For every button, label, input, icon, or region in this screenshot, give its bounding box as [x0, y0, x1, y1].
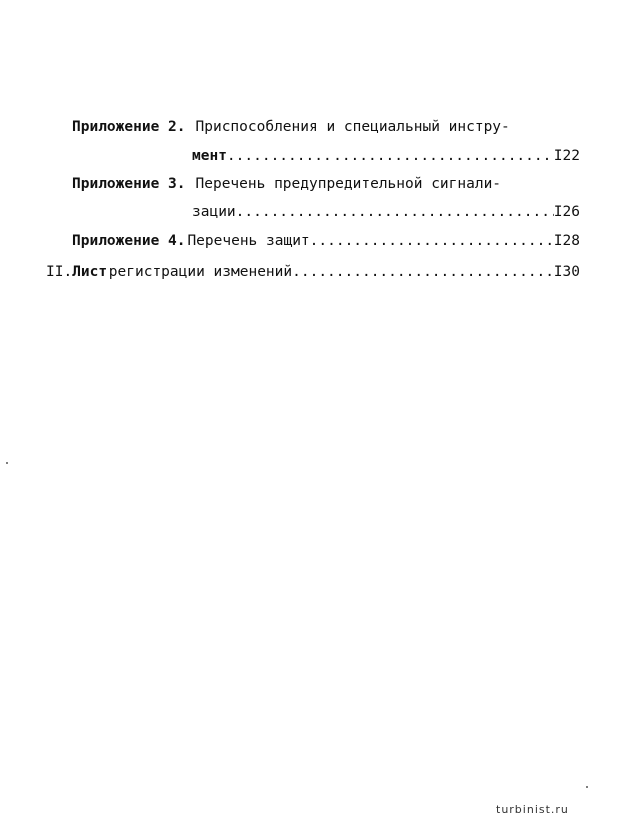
appendix-3-label: Приложение 3.: [72, 176, 186, 192]
appendix-4-page-number: I28: [553, 233, 580, 249]
change-log-title-bold: Лист: [72, 264, 108, 280]
leader-dots: [236, 201, 554, 223]
appendix-2-page-number: I22: [553, 148, 580, 164]
appendix-3-title-line2: зации: [192, 204, 236, 220]
appendix-3-title-line1: Перечень предупредительной сигнали-: [195, 176, 502, 192]
site-watermark: turbinist.ru: [496, 803, 569, 816]
toc-entry-appendix-2-line1: [72, 116, 542, 138]
toc-entry-appendix-2-line2: [192, 145, 580, 167]
toc-entry-appendix-3-line1: [72, 173, 542, 195]
leader-dots: [333, 145, 554, 167]
appendix-2-title-line1: Приспособления и специальный инстру-: [195, 119, 510, 135]
toc-entry-change-log: [46, 261, 580, 283]
leader-dots: [310, 230, 554, 252]
scan-speck: [586, 786, 588, 788]
leader-dots: [292, 261, 554, 283]
change-log-title: регистрации изменений: [108, 264, 293, 280]
change-log-page-number: I30: [553, 264, 580, 280]
appendix-4-label: Приложение 4.: [72, 233, 186, 249]
appendix-3-page-number: I26: [553, 204, 580, 220]
scan-speck: [6, 462, 8, 464]
section-number: II.: [46, 264, 73, 280]
toc-entry-appendix-3-line2: [192, 201, 580, 223]
appendix-4-title: Перечень защит: [187, 233, 310, 249]
appendix-2-dots-group1: ............: [226, 148, 332, 164]
appendix-2-label: Приложение 2.: [72, 119, 186, 135]
appendix-2-title-line2: мент: [192, 148, 227, 164]
toc-entry-appendix-4: [72, 230, 580, 252]
